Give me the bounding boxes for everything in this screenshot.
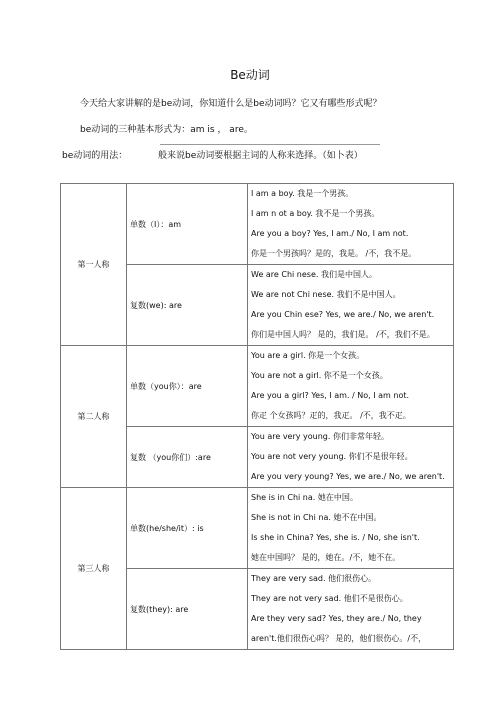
example-line: Are you Chin ese? Yes, we are./ No, we aren't. bbox=[251, 310, 435, 319]
examples-cell bbox=[248, 427, 454, 488]
person-cell: 第二人称 bbox=[61, 346, 127, 488]
example-line: They are very sad. 他们很伤心。 bbox=[251, 574, 377, 583]
forms-line: be动词的三种基本形式为：am is ， are。 bbox=[80, 125, 253, 135]
example-line: Are you a boy? Yes, I am./ No, I am not. bbox=[251, 229, 409, 238]
table-row bbox=[61, 346, 454, 427]
example-line: aren't.他们很伤心吗？ 是的，他们很伤心。/不， bbox=[251, 634, 427, 643]
example-line: We are Chi nese. 我们是中国人。 bbox=[251, 270, 377, 279]
example-line: She is not in Chi na. 她不在中国。 bbox=[251, 513, 382, 522]
example-line: You are not very young. 你们不是很年轻。 bbox=[251, 452, 413, 461]
examples-cell bbox=[248, 569, 454, 650]
examples-cell bbox=[248, 184, 454, 265]
examples-cell bbox=[248, 346, 454, 427]
intro-paragraph: 今天给大家讲解的是be动词，你知道什么是be动词吗？它又有哪些形式呢？ bbox=[80, 99, 382, 109]
number-cell: 单数（I）：am bbox=[127, 184, 248, 265]
example-line: Are you very young? Yes, we are./ No, we aren't. bbox=[251, 472, 445, 481]
be-verb-table bbox=[60, 183, 454, 650]
example-line: 你们是中国人吗？ 是的，我们是。 /不，我们不是。 bbox=[251, 330, 435, 339]
examples-cell bbox=[248, 488, 454, 569]
number-cell: 复数(we): are bbox=[127, 265, 248, 346]
example-line: Are you a girl? Yes, I am. / No, I am not. bbox=[251, 391, 410, 400]
number-cell: 复数(they): are bbox=[127, 569, 248, 650]
number-cell: 复数 （you你们）:are bbox=[127, 427, 248, 488]
usage-label: be动词的用法： bbox=[62, 151, 128, 161]
number-cell: 单数(he/she/it）: is bbox=[127, 488, 248, 569]
example-line: 你是一个男孩吗？是的，我是。 /不，我不是。 bbox=[251, 249, 417, 258]
number-cell: 单数（you你）：are bbox=[127, 346, 248, 427]
example-line: We are not Chi nese. 我们不是中国人。 bbox=[251, 290, 401, 299]
examples-cell bbox=[248, 265, 454, 346]
example-line: You are very young. 你们非常年轻。 bbox=[251, 432, 389, 441]
example-line: They are not very sad. 他们不是很伤心。 bbox=[251, 594, 408, 603]
example-line: Is she in China? Yes, she is. / No, she isn't. bbox=[251, 533, 420, 542]
example-line: Are they very sad? Yes, they are./ No, they bbox=[251, 614, 422, 623]
example-line: She is in Chi na. 她在中国。 bbox=[251, 493, 358, 502]
example-line: You are a girl. 你是一个女孩。 bbox=[251, 351, 365, 360]
page-title: Be动词 bbox=[230, 68, 270, 82]
example-line: I am a boy. 我是一个男孩。 bbox=[251, 189, 354, 198]
example-line: 你疋 个女孩吗？疋的，我疋。 /不，我不疋。 bbox=[251, 411, 411, 420]
example-line: You are not a girl. 你不是一个女孩。 bbox=[251, 371, 388, 380]
usage-text: 般来说be动词要根据主词的人称来选择。（如卜表） bbox=[158, 151, 363, 161]
example-line: 她在中国吗？ 是的，她在。/不，她不在。 bbox=[251, 553, 401, 562]
person-cell: 第一人称 bbox=[61, 184, 127, 346]
table-row bbox=[61, 184, 454, 265]
person-cell: 第三人称 bbox=[61, 488, 127, 650]
table-row bbox=[61, 488, 454, 569]
divider-line bbox=[160, 144, 380, 145]
example-line: I am n ot a boy. 我不是一个男孩。 bbox=[251, 209, 380, 218]
